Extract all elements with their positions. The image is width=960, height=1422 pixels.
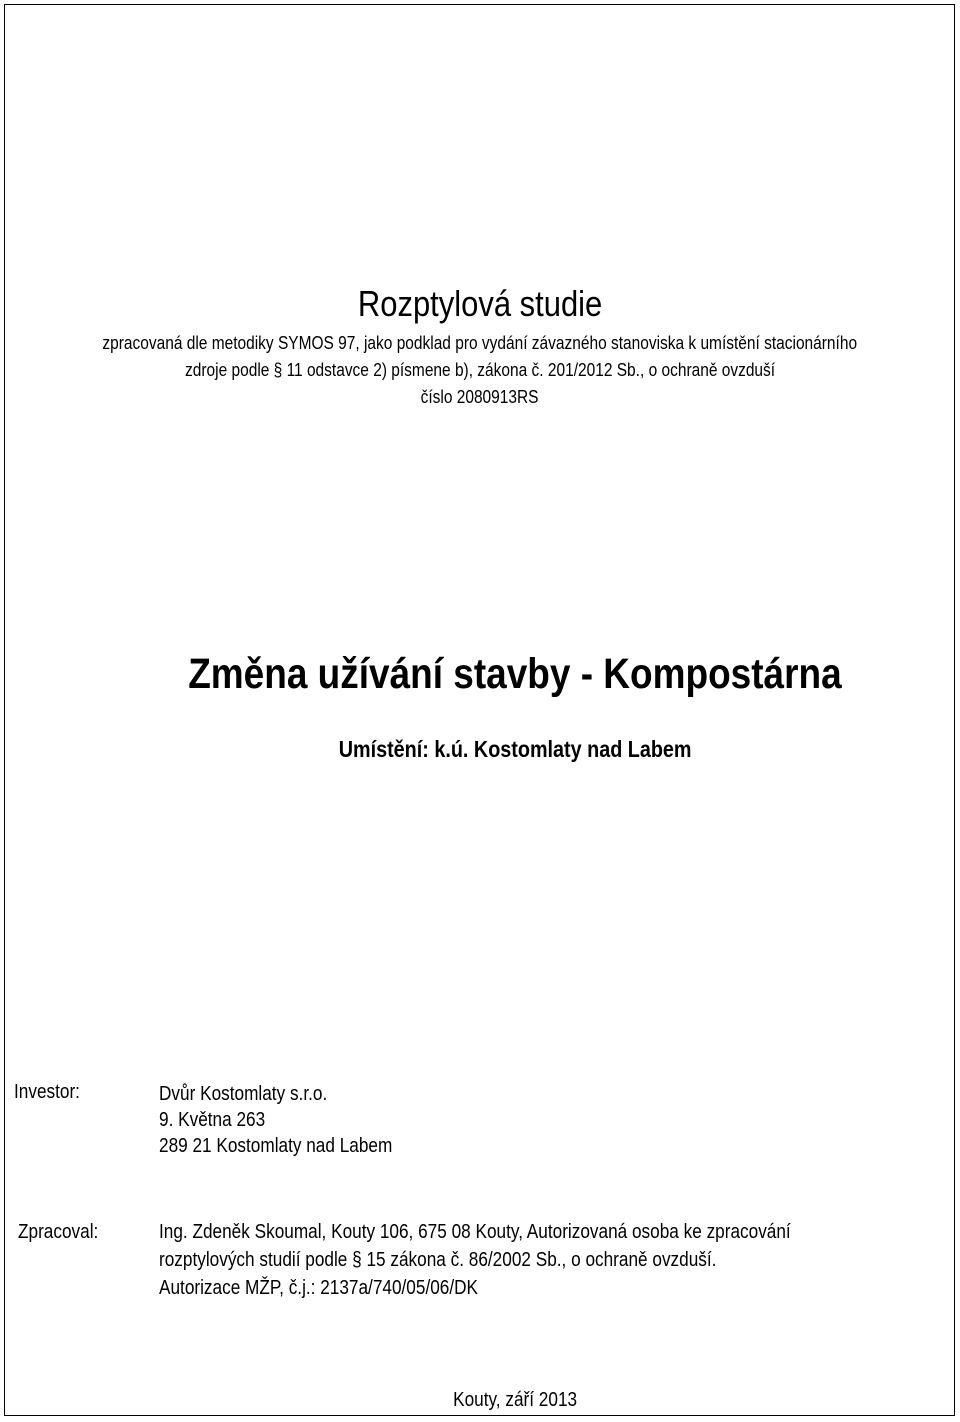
investor-line-1: Dvůr Kostomlaty s.r.o. <box>159 1083 328 1105</box>
document-title <box>0 284 960 324</box>
page-border <box>4 4 955 1416</box>
project-location: Umístění: k.ú. Kostomlaty nad Labem <box>338 736 692 762</box>
subtitle-line-3: číslo 2080913RS <box>421 387 539 407</box>
processor-line-2: rozptylových studií podle § 15 zákona č. 86/2002 Sb., o ochraně ovzduší. <box>159 1249 717 1271</box>
document-title-text: Rozptylová studie <box>357 283 603 324</box>
subtitle-line-1: zpracovaná dle metodiky SYMOS 97, jako podklad pro vydání závazného stanoviska k umístění stacionárního <box>102 333 858 353</box>
project-title: Změna užívání stavby - Kompostárna <box>188 650 842 698</box>
place-date: Kouty, září 2013 <box>452 1389 577 1411</box>
processor-label: Zpracoval: <box>18 1221 99 1243</box>
investor-line-3: 289 21 Kostomlaty nad Labem <box>159 1135 393 1157</box>
processor-line-3: Autorizace MŽP, č.j.: 2137a/740/05/06/DK <box>159 1277 479 1299</box>
investor-label: Investor: <box>14 1081 80 1103</box>
processor-line-1: Ing. Zdeněk Skoumal, Kouty 106, 675 08 Kouty, Autorizovaná osoba ke zpracování <box>159 1221 791 1243</box>
subtitle-line-2: zdroje podle § 11 odstavce 2) písmene b), zákona č. 201/2012 Sb., o ochraně ovzduší <box>184 360 776 380</box>
investor-line-2: 9. Května 263 <box>159 1109 266 1131</box>
